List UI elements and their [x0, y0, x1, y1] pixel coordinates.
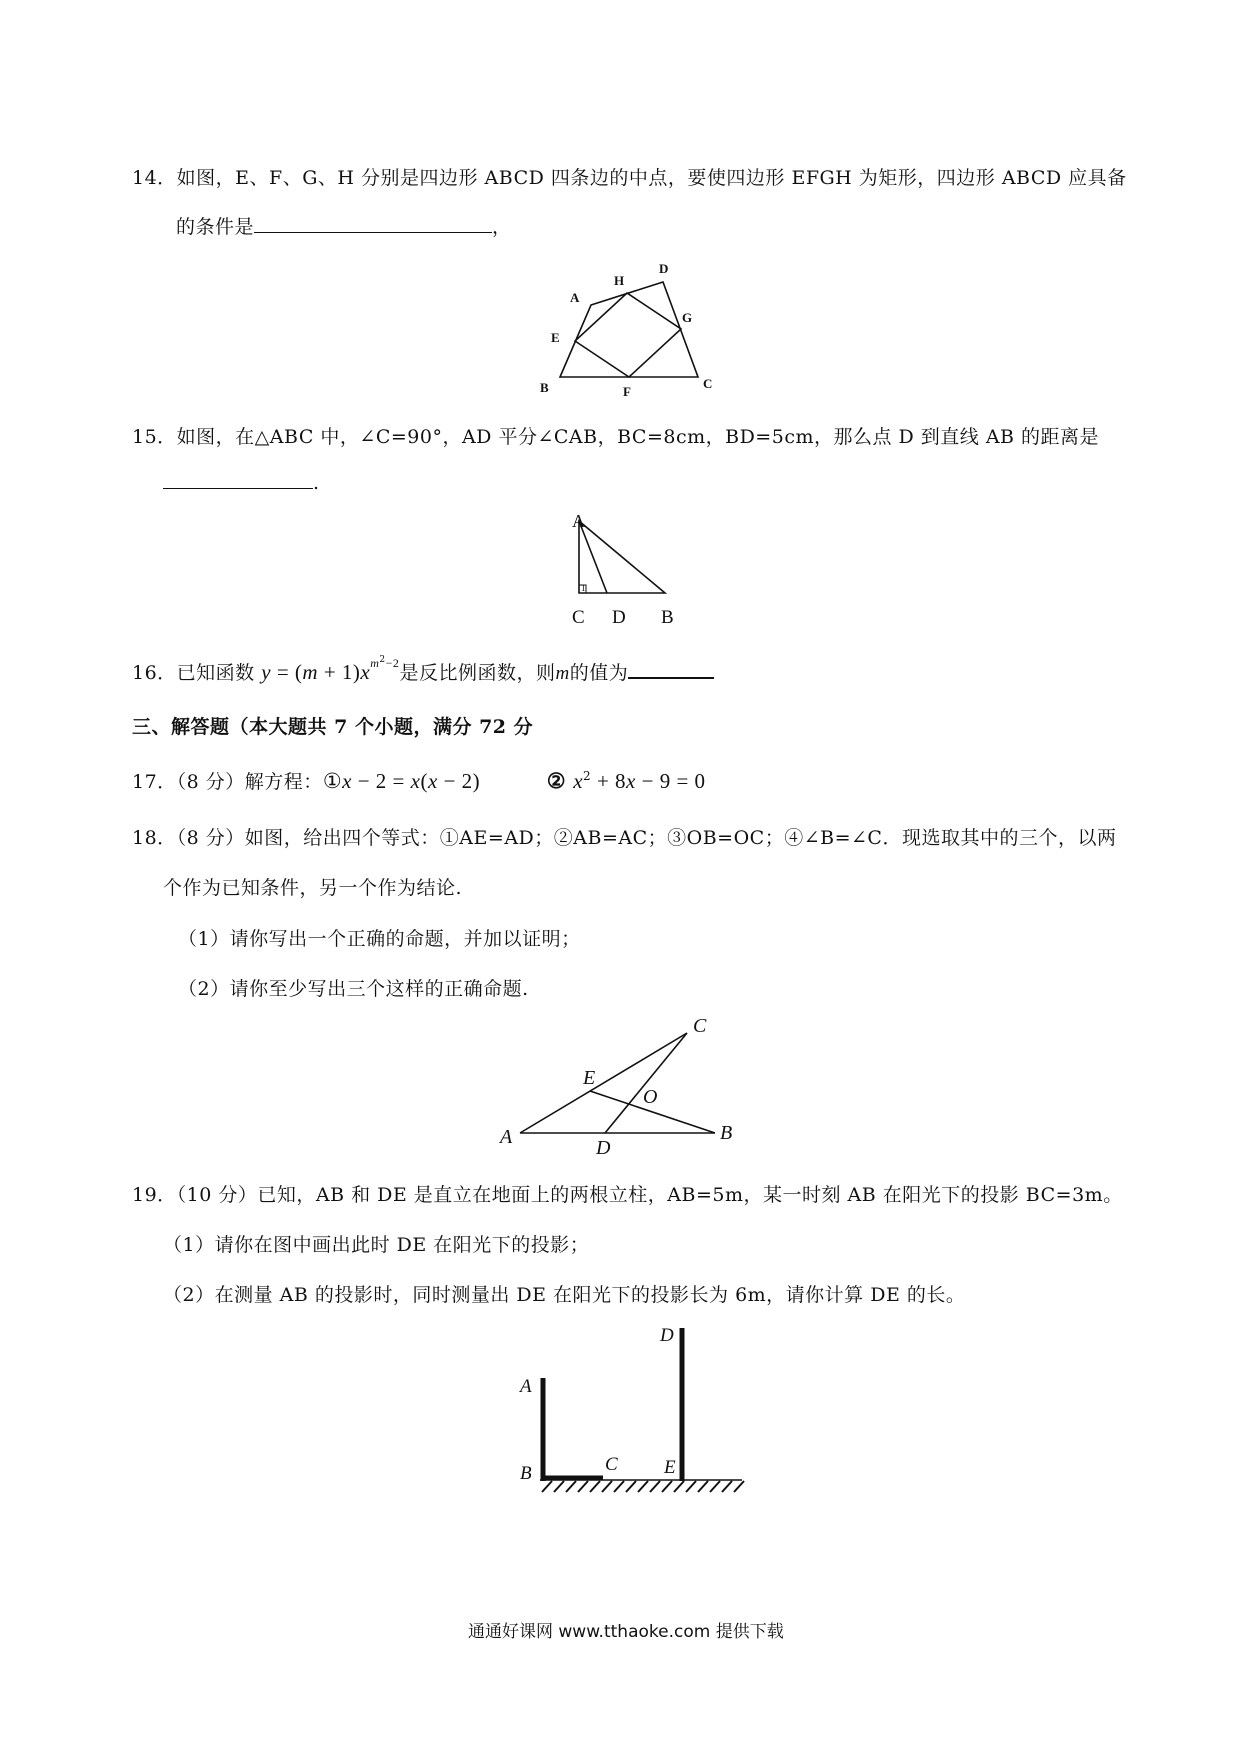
q18-label-b: B	[720, 1122, 733, 1144]
q14-label-h: H	[614, 273, 625, 288]
ground-hatching	[542, 1481, 744, 1492]
q14-line1: 14．如图，E、F、G、H 分别是四边形 ABCD 四条边的中点，要使四边形 EFGH 为矩形，四边形 ABCD 应具备	[132, 167, 1127, 189]
q14-label-g: G	[682, 310, 693, 325]
q15-label-d: D	[612, 607, 626, 628]
q15-line1: 15．如图，在△ABC 中，∠C=90°，AD 平分∠CAB，BC=8cm，BD=5cm，那么点 D 到直线 AB 的距离是	[132, 426, 1100, 448]
q17-eq1-x1: x	[342, 769, 352, 793]
q16-prefix: 16．已知函数	[132, 662, 255, 684]
q18-figure	[495, 1010, 755, 1165]
q15-right-angle-label: 1	[581, 583, 586, 593]
q19-label-d: D	[660, 1325, 674, 1346]
q15-line2-tail: .	[313, 472, 320, 494]
q19-sub2: （2）在测量 AB 的投影时，同时测量出 DE 在阳光下的投影长为 6m，请你计算 DE 的长。	[163, 1284, 966, 1306]
q14-line2-text: 的条件是	[176, 216, 255, 238]
section3-title: 三、解答题（本大题共 7 个小题，满分 72 分	[132, 716, 534, 738]
q14-line2	[176, 212, 512, 239]
segment-ac	[520, 1033, 687, 1133]
q18-sub2: （2）请你至少写出三个这样的正确命题.	[178, 978, 529, 1000]
page-footer: 通通好课网 www.tthaoke.com 提供下载	[468, 1622, 784, 1642]
q17-eq2-x1: x	[573, 769, 584, 793]
q17-eq1-mid: − 2 =	[351, 769, 411, 793]
q17-eq2-x2: x	[626, 769, 636, 793]
q19-label-e: E	[664, 1457, 676, 1478]
q14-label-c: C	[703, 376, 713, 391]
q18-line2: 个作为已知条件，另一个作为结论.	[163, 877, 463, 899]
q15-label-a: A	[572, 511, 585, 531]
q18-line1: 18．（8 分）如图，给出四个等式：①AE=AD；②AB=AC；③OB=OC；④∠B=∠C．现选取其中的三个，以两	[132, 827, 1117, 849]
q17-eq1	[323, 769, 480, 793]
q16-formula-m: m	[302, 660, 319, 684]
q16-suffix2: 的值为	[569, 662, 629, 684]
q15-line2	[163, 470, 320, 494]
q16-exp-sq: 2	[379, 655, 386, 665]
q17-eq1-paren: (	[420, 769, 428, 793]
q17-eq2-end: − 9 = 0	[635, 769, 706, 793]
q18-label-a: A	[500, 1126, 513, 1148]
q14-figure	[530, 262, 730, 397]
q16-formula-mid: + 1)	[318, 660, 361, 684]
q16-answer-blank	[628, 659, 714, 679]
q16-line	[132, 655, 714, 685]
q18-label-d: D	[596, 1137, 611, 1159]
q17-eq2-mid: + 8	[591, 769, 627, 793]
q17-prefix: 17．（8 分）解方程：	[132, 771, 323, 793]
q16-exp-rest: −2	[385, 656, 400, 670]
q17-eq1-end: − 2)	[437, 769, 481, 793]
q18-label-o: O	[643, 1086, 658, 1108]
q15-figure	[560, 510, 700, 630]
q16-formula	[261, 655, 400, 684]
q17-eq1-x2: x	[410, 769, 421, 793]
q17-eq1-mark: ①	[322, 769, 343, 793]
q19-sub1: （1）请你在图中画出此时 DE 在阳光下的投影；	[163, 1234, 590, 1256]
q17-eq2-sq: 2	[583, 769, 592, 783]
q14-label-d: D	[659, 262, 669, 276]
q17-eq2-mark: ②	[546, 769, 567, 793]
q17-eq1-x3: x	[427, 769, 438, 793]
q19-label-c: C	[605, 1454, 618, 1475]
q18-label-c: C	[693, 1015, 707, 1037]
q14-label-b: B	[540, 380, 549, 395]
q15-label-c: C	[572, 607, 585, 628]
quad-abcd	[560, 282, 698, 377]
q17-line	[132, 767, 706, 794]
q16-formula-x: x	[360, 660, 371, 684]
q16-exp-m: m	[370, 656, 380, 670]
segment-dc	[605, 1033, 687, 1133]
q19-label-b: B	[520, 1463, 532, 1484]
q17-eq2	[547, 769, 706, 793]
q19-figure	[510, 1318, 760, 1508]
q14-label-e: E	[551, 330, 560, 345]
q14-label-a: A	[570, 290, 580, 305]
q19-line1: 19．（10 分）已知，AB 和 DE 是直立在地面上的两根立柱，AB=5m，某一时刻 AB 在阳光下的投影 BC=3m。	[132, 1184, 1123, 1206]
q15-answer-blank	[163, 470, 313, 489]
q18-label-e: E	[583, 1067, 596, 1089]
q19-label-a: A	[520, 1376, 532, 1397]
q18-sub1: （1）请你写出一个正确的命题，并加以证明；	[178, 928, 581, 950]
triangle-abc	[579, 521, 665, 593]
q16-formula-eq: = (	[271, 660, 303, 684]
q14-line2-tail: ，	[492, 216, 512, 238]
q15-label-b: B	[661, 607, 674, 628]
q16-var-m: m	[555, 663, 570, 684]
q16-formula-lhs: y	[261, 660, 272, 684]
q14-answer-blank	[254, 214, 492, 233]
q16-suffix: 是反比例函数，则	[399, 662, 556, 684]
q14-label-f: F	[623, 384, 631, 397]
